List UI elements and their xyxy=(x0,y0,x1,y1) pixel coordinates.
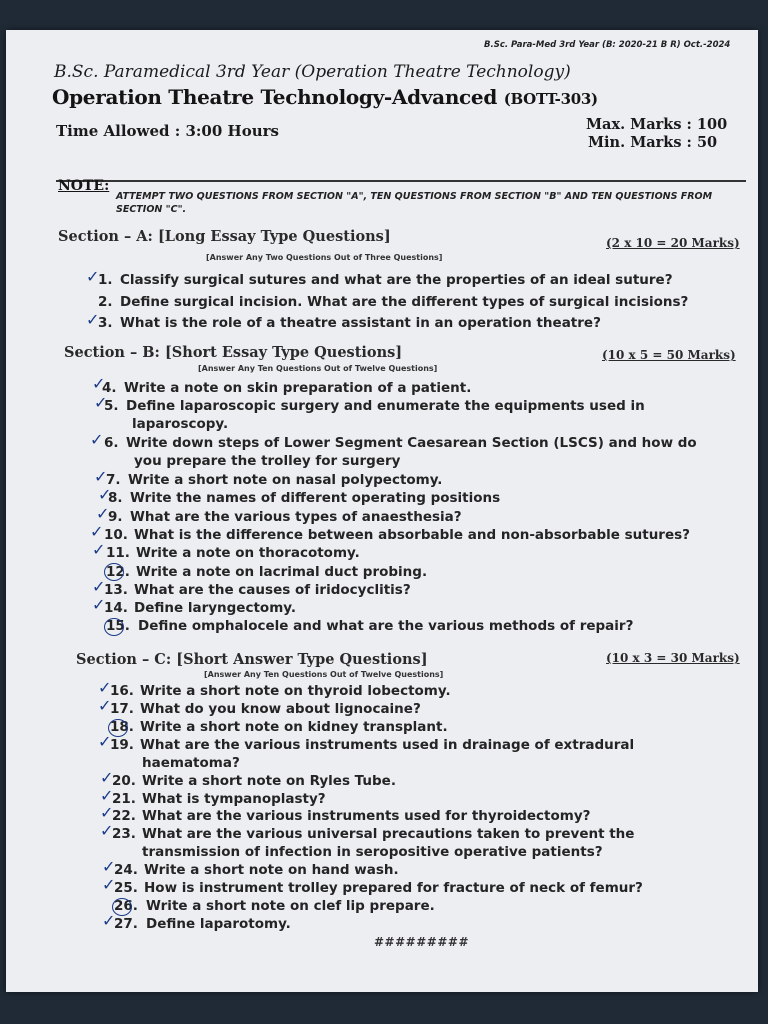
question-number: 27. xyxy=(114,916,138,932)
question-text: What are the various instruments used for thyroidectomy? xyxy=(142,808,591,824)
pen-tick-icon: ✓ xyxy=(92,374,106,393)
question-number: 5. xyxy=(104,398,119,414)
question-number: 25. xyxy=(114,880,138,896)
question-number: 17. xyxy=(110,701,134,717)
question-text: Define laryngectomy. xyxy=(134,600,296,616)
question-number: 9. xyxy=(108,509,123,525)
question-13 xyxy=(104,581,411,599)
question-number: 14. xyxy=(104,600,128,616)
question-25 xyxy=(114,879,643,897)
question-number: 21. xyxy=(112,791,136,807)
pen-tick-icon: ✓ xyxy=(102,911,116,930)
question-9 xyxy=(108,508,462,526)
question-11 xyxy=(106,544,360,562)
paper-title xyxy=(52,85,598,109)
course-name: B.Sc. Paramedical 3rd Year (Operation Theatre Technology) xyxy=(54,62,571,82)
question-text: What are the causes of iridocyclitis? xyxy=(134,582,411,598)
question-4 xyxy=(102,379,471,397)
question-5 xyxy=(104,397,645,415)
question-26 xyxy=(114,897,435,915)
question-text: Write a note on lacrimal duct probing. xyxy=(136,564,428,580)
question-number: 22. xyxy=(112,808,136,824)
question-number: 10. xyxy=(104,527,128,543)
question-text: What is the difference between absorbable and non-absorbable sutures? xyxy=(134,527,690,543)
question-21 xyxy=(112,790,326,808)
pen-tick-icon: ✓ xyxy=(92,595,106,614)
section-c-marks: (10 x 3 = 30 Marks) xyxy=(606,651,740,665)
question-text: Write a note on thoracotomy. xyxy=(136,545,360,561)
section-b-title: Section – B: [Short Essay Type Questions] xyxy=(64,344,403,361)
pen-tick-icon: ✓ xyxy=(98,696,112,715)
section-c-instruction: [Answer Any Ten Questions Out of Twelve Questions] xyxy=(204,670,444,679)
section-b-instruction: [Answer Any Ten Questions Out of Twelve Questions] xyxy=(198,364,438,373)
time-allowed: Time Allowed : 3:00 Hours xyxy=(56,122,279,140)
section-b-marks: (10 x 5 = 50 Marks) xyxy=(602,348,736,362)
question-text: What are the various instruments used in drainage of extradural xyxy=(140,737,635,753)
question-text: Write down steps of Lower Segment Caesarean Section (LSCS) and how do xyxy=(126,435,697,451)
question-text: Define omphalocele and what are the various methods of repair? xyxy=(138,618,634,634)
question-text: Classify surgical sutures and what are the properties of an ideal suture? xyxy=(120,272,673,288)
question-number: 26. xyxy=(114,898,138,914)
pen-tick-icon: ✓ xyxy=(86,310,100,329)
question-text: Define surgical incision. What are the different types of surgical incisions? xyxy=(120,294,689,310)
question-23 xyxy=(112,825,634,843)
pen-circle-icon xyxy=(108,719,128,737)
question-text: Define laparotomy. xyxy=(146,916,291,932)
paper-code: (BOTT-303) xyxy=(503,90,598,108)
question-number: 15. xyxy=(106,618,130,634)
question-22 xyxy=(112,807,591,825)
question-16 xyxy=(110,682,451,700)
exam-session-line: B.Sc. Para-Med 3rd Year (B: 2020-21 B R) Oct.-2024 xyxy=(484,40,731,50)
question-10 xyxy=(104,526,690,544)
pen-tick-icon: ✓ xyxy=(94,467,108,486)
question-text: Write a short note on kidney transplant. xyxy=(140,719,448,735)
question-number: 20. xyxy=(112,773,136,789)
question-19-cont: haematoma? xyxy=(142,755,240,771)
question-text: How is instrument trolley prepared for fracture of neck of femur? xyxy=(144,880,643,896)
question-text: What is tympanoplasty? xyxy=(142,791,326,807)
min-marks: Min. Marks : 50 xyxy=(588,134,718,151)
question-3 xyxy=(98,314,601,332)
pen-tick-icon: ✓ xyxy=(102,857,116,876)
note-label: NOTE: xyxy=(58,178,110,194)
question-14 xyxy=(104,599,296,617)
question-number: 6. xyxy=(104,435,119,451)
pen-tick-icon: ✓ xyxy=(90,522,104,541)
question-number: 19. xyxy=(110,737,134,753)
question-number: 4. xyxy=(102,380,117,396)
pen-tick-icon: ✓ xyxy=(92,577,106,596)
question-number: 16. xyxy=(110,683,134,699)
pen-tick-icon: ✓ xyxy=(94,393,108,412)
question-number: 13. xyxy=(104,582,128,598)
question-text: Write a short note on nasal polypectomy. xyxy=(128,472,443,488)
end-of-paper-mark: ######### xyxy=(374,935,469,949)
note-text: ATTEMPT TWO QUESTIONS FROM SECTION "A", TEN QUESTIONS FROM SECTION "B" AND TEN QUESTIONS FROM SECTION "C". xyxy=(116,191,713,215)
question-17 xyxy=(110,700,421,718)
question-5-cont: laparoscopy. xyxy=(132,416,229,432)
question-19 xyxy=(110,736,634,754)
pen-tick-icon: ✓ xyxy=(100,786,114,805)
section-c-title: Section – C: [Short Answer Type Questions] xyxy=(76,651,428,668)
question-text: Write a short note on Ryles Tube. xyxy=(142,773,396,789)
divider xyxy=(56,180,746,182)
question-2 xyxy=(98,293,688,311)
paper-title-text: Operation Theatre Technology-Advanced xyxy=(52,85,498,109)
question-24 xyxy=(114,861,399,879)
pen-tick-icon: ✓ xyxy=(100,821,114,840)
pen-tick-icon: ✓ xyxy=(90,430,104,449)
pen-tick-icon: ✓ xyxy=(100,768,114,787)
question-text: Write a short note on hand wash. xyxy=(144,862,399,878)
question-number: 23. xyxy=(112,826,136,842)
question-8 xyxy=(108,489,500,507)
question-20 xyxy=(112,772,396,790)
section-a-marks: (2 x 10 = 20 Marks) xyxy=(606,236,740,250)
question-6-cont: you prepare the trolley for surgery xyxy=(134,453,401,469)
pen-tick-icon: ✓ xyxy=(98,732,112,751)
question-18 xyxy=(110,718,448,736)
question-1 xyxy=(98,271,673,289)
question-number: 11. xyxy=(106,545,130,561)
question-text: Write the names of different operating positions xyxy=(130,490,501,506)
question-number: 1. xyxy=(98,272,113,288)
question-text: Write a short note on clef lip prepare. xyxy=(146,898,435,914)
pen-tick-icon: ✓ xyxy=(98,485,112,504)
question-number: 24. xyxy=(114,862,138,878)
question-7 xyxy=(106,471,442,489)
question-text: Write a note on skin preparation of a patient. xyxy=(124,380,472,396)
question-text: What are the various types of anaesthesia? xyxy=(130,509,462,525)
question-23-cont: transmission of infection in seropositive operative patients? xyxy=(142,844,603,860)
question-number: 7. xyxy=(106,472,121,488)
pen-tick-icon: ✓ xyxy=(100,803,114,822)
exam-paper xyxy=(6,30,758,992)
section-a-title: Section – A: [Long Essay Type Questions] xyxy=(58,228,391,245)
question-number: 18. xyxy=(110,719,134,735)
question-6 xyxy=(104,434,697,452)
question-number: 3. xyxy=(98,315,113,331)
section-a-instruction: [Answer Any Two Questions Out of Three Questions] xyxy=(206,253,443,262)
question-text: Define laparoscopic surgery and enumerate the equipments used in xyxy=(126,398,645,414)
question-15 xyxy=(106,617,633,635)
pen-circle-icon xyxy=(104,563,124,581)
pen-tick-icon: ✓ xyxy=(102,875,116,894)
pen-tick-icon: ✓ xyxy=(96,504,110,523)
pen-circle-icon xyxy=(112,898,132,916)
question-number: 8. xyxy=(108,490,123,506)
question-text: What is the role of a theatre assistant in an operation theatre? xyxy=(120,315,601,331)
question-text: Write a short note on thyroid lobectomy. xyxy=(140,683,451,699)
pen-circle-icon xyxy=(104,618,124,636)
pen-tick-icon: ✓ xyxy=(86,267,100,286)
question-12 xyxy=(106,563,427,581)
question-27 xyxy=(114,915,291,933)
question-number: 2. xyxy=(98,294,113,310)
question-text: What do you know about lignocaine? xyxy=(140,701,421,717)
max-marks: Max. Marks : 100 xyxy=(586,116,728,133)
pen-tick-icon: ✓ xyxy=(98,678,112,697)
pen-tick-icon: ✓ xyxy=(92,540,106,559)
question-text: What are the various universal precautions taken to prevent the xyxy=(142,826,635,842)
question-number: 12. xyxy=(106,564,130,580)
